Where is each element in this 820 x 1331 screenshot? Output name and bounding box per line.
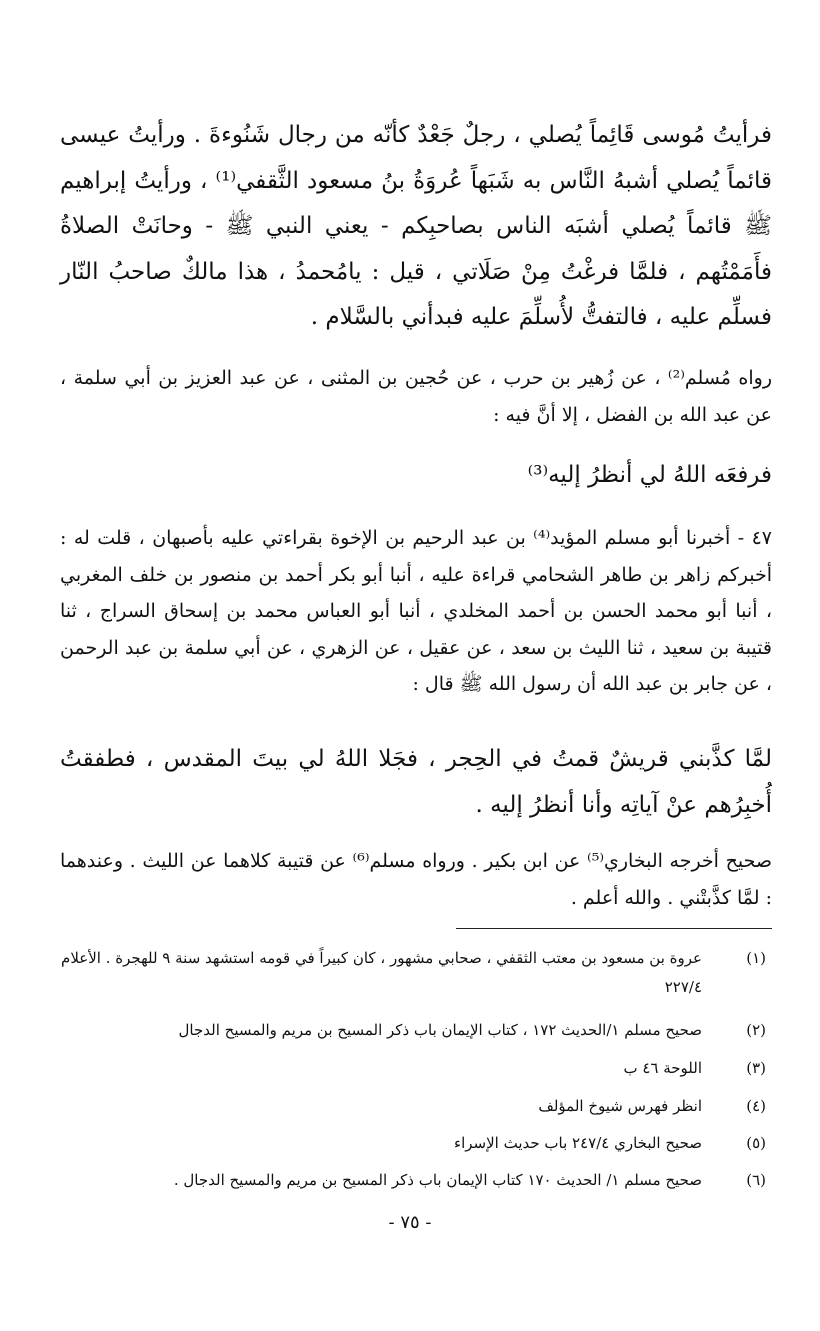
variant-text-line: فرفعَه اللهُ لي أنظرُ إليه⁽³⁾ (527, 462, 772, 488)
footnote-1 (60, 944, 772, 1002)
takhrij-paragraph: صحيح أخرجه البخاري⁽⁵⁾ عن ابن بكير . ورواه مسلم⁽⁶⁾ عن قتيبة كلاهما عن الليث . وعندهما : لمَّا كذَّبتْني . والله أعلم . (60, 850, 772, 909)
footnote-number: (٣) (746, 1059, 766, 1077)
footnote-6 (60, 1166, 772, 1195)
narration-paragraph: رواه مُسلم⁽²⁾ ، عن زُهير بن حرب ، عن حُجين بن المثنى ، عن عبد العزيز بن أبي سلمة ، عن عبد الله بن الفضل ، إلا أنَّ فيه : (60, 367, 772, 426)
footnote-text: عروة بن مسعود بن معتب الثقفي ، صحابي مشهور ، كان كبيراً في قومه استشهد سنة ٩ للهجرة . الأعلام ٢٢٧/٤ (61, 949, 702, 996)
footnote-5 (60, 1129, 772, 1158)
page-number: - ٧٥ - (388, 1212, 432, 1233)
footnote-4 (60, 1092, 772, 1121)
footnote-number: (٥) (746, 1134, 766, 1152)
hadith-text-paragraph-2: لمَّا كذَّبني قريشٌ قمتُ في الحِجر ، فجَلا اللهُ لي بيتَ المقدس ، فطفقتُ أُخبِرُهم عنْ آياتِه وأنا أنظرُ إليه . (60, 746, 772, 818)
isnad-paragraph: ٤٧ - أخبرنا أبو مسلم المؤيد⁽⁴⁾ بن عبد الرحيم بن الإخوة بقراءتي عليه بأصبهان ، قلت له : أخبركم زاهر بن طاهر الشحامي قراءة عليه ، أنبا أبو بكر أحمد بن منصور بن خلف المغربي ، أنبا أبو محمد الحسن بن أحمد المخلدي ، أنبا أبو العباس محمد بن إسحاق السراج ، ثنا قتيبة بن سعيد ، ثنا الليث بن سعد ، عن عقيل ، عن الزهري ، عن أبي سلمة بن عبد الرحمن ، عن جابر بن عبد الله أن رسول الله ﷺ قال : (60, 527, 772, 695)
footnote-2 (60, 1016, 772, 1045)
footnote-text: صحيح مسلم ١/الحديث ١٧٢ ، كتاب الإيمان باب ذكر المسيح بن مريم والمسيح الدجال (178, 1021, 702, 1039)
footnote-3 (60, 1054, 772, 1083)
footnote-text: صحيح مسلم ١/ الحديث ١٧٠ كتاب الإيمان باب ذكر المسيح بن مريم والمسيح الدجال . (173, 1171, 702, 1189)
footnote-text: صحيح البخاري ٢٤٧/٤ باب حديث الإسراء (454, 1134, 702, 1152)
footnote-number: (١) (746, 949, 766, 967)
footnote-number: (٤) (746, 1097, 766, 1115)
footnote-number: (٢) (746, 1021, 766, 1039)
footnote-separator (456, 928, 772, 929)
footnote-number: (٦) (746, 1171, 766, 1189)
hadith-text-paragraph: فرأيتُ مُوسى قَائِماً يُصلي ، رجلٌ جَعْدٌ كأنّه من رجال شَنُوءةَ . ورأيتُ عيسى قائماً يُصلي أشبهُ النَّاس به شَبَهاً عُروَةُ بنُ مسعود الثَّقفي⁽¹⁾ ، ورأيتُ إبراهيم ﷺ قائماً يُصلي أشبَه الناس بصاحبِكم - يعني النبي ﷺ - وحانَتْ الصلاةُ فأَمَمْتُهم ، فلمَّا فرغْتُ مِنْ صَلَاتي ، قيل : يامُحمدُ ، هذا مالكٌ صاحبُ النّار فسلِّم عليه ، فالتفتُّ لأُسلِّمَ عليه فبدأني بالسَّلام . (60, 122, 773, 330)
footnote-text: اللوحة ٤٦ ب (623, 1059, 702, 1077)
footnote-text: انظر فهرس شيوخ المؤلف (538, 1097, 702, 1115)
